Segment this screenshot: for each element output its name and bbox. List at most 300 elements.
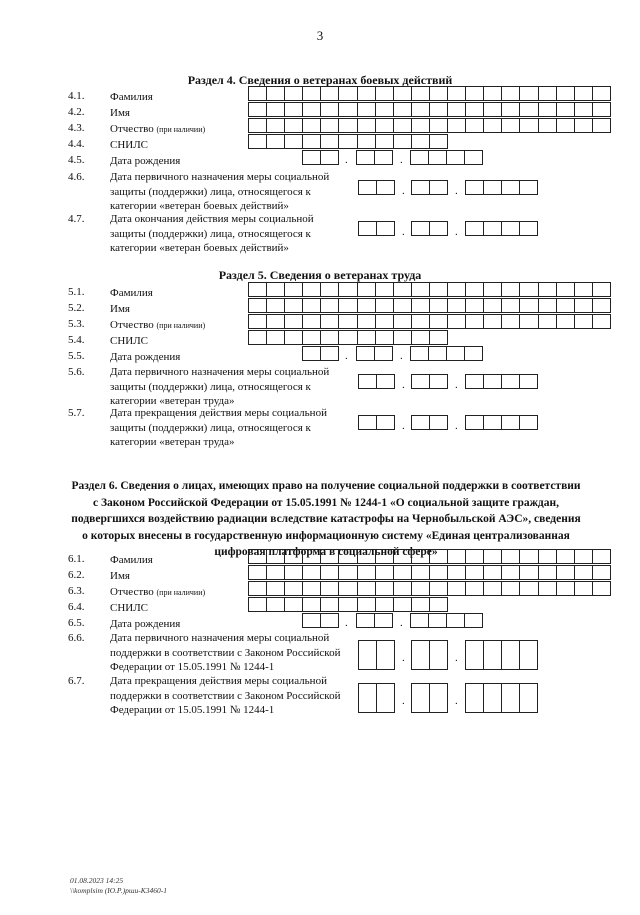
input-cell[interactable] [284, 282, 303, 297]
input-cell[interactable] [376, 640, 395, 670]
input-cell[interactable] [248, 102, 267, 117]
input-cell[interactable] [429, 549, 448, 564]
input-cell[interactable] [556, 298, 575, 313]
input-cell[interactable] [358, 180, 377, 195]
end-day-cells[interactable] [358, 683, 395, 713]
input-cell[interactable] [320, 597, 339, 612]
input-cell[interactable] [357, 581, 376, 596]
input-cell[interactable] [266, 86, 285, 101]
input-cell[interactable] [519, 565, 538, 580]
start-month-cells[interactable] [411, 180, 448, 195]
input-cell[interactable] [393, 549, 412, 564]
input-cell[interactable] [556, 565, 575, 580]
end-year-cells[interactable] [465, 221, 538, 236]
surname-cells[interactable] [248, 282, 611, 297]
input-cell[interactable] [465, 102, 484, 117]
patronymic-cells[interactable] [248, 118, 611, 133]
input-cell[interactable] [320, 282, 339, 297]
input-cell[interactable] [411, 118, 430, 133]
input-cell[interactable] [302, 330, 321, 345]
input-cell[interactable] [519, 549, 538, 564]
start-year-cells[interactable] [465, 180, 538, 195]
input-cell[interactable] [429, 118, 448, 133]
input-cell[interactable] [375, 330, 394, 345]
input-cell[interactable] [574, 581, 593, 596]
input-cell[interactable] [358, 221, 377, 236]
input-cell[interactable] [446, 346, 465, 361]
input-cell[interactable] [248, 565, 267, 580]
input-cell[interactable] [284, 86, 303, 101]
input-cell[interactable] [338, 549, 357, 564]
input-cell[interactable] [574, 86, 593, 101]
input-cell[interactable] [574, 565, 593, 580]
input-cell[interactable] [519, 415, 538, 430]
input-cell[interactable] [556, 581, 575, 596]
input-cell[interactable] [302, 298, 321, 313]
input-cell[interactable] [519, 298, 538, 313]
name-cells[interactable] [248, 565, 611, 580]
input-cell[interactable] [501, 640, 520, 670]
input-cell[interactable] [356, 613, 375, 628]
input-cell[interactable] [284, 314, 303, 329]
input-cell[interactable] [374, 150, 393, 165]
input-cell[interactable] [266, 118, 285, 133]
input-cell[interactable] [538, 102, 557, 117]
input-cell[interactable] [357, 330, 376, 345]
input-cell[interactable] [374, 346, 393, 361]
input-cell[interactable] [320, 150, 339, 165]
input-cell[interactable] [483, 314, 502, 329]
input-cell[interactable] [483, 298, 502, 313]
input-cell[interactable] [320, 118, 339, 133]
input-cell[interactable] [248, 597, 267, 612]
input-cell[interactable] [483, 118, 502, 133]
input-cell[interactable] [429, 282, 448, 297]
input-cell[interactable] [501, 314, 520, 329]
input-cell[interactable] [429, 640, 448, 670]
input-cell[interactable] [429, 221, 448, 236]
input-cell[interactable] [519, 282, 538, 297]
input-cell[interactable] [429, 134, 448, 149]
input-cell[interactable] [501, 565, 520, 580]
input-cell[interactable] [519, 374, 538, 389]
input-cell[interactable] [338, 581, 357, 596]
input-cell[interactable] [393, 330, 412, 345]
input-cell[interactable] [393, 118, 412, 133]
birth-day-cells[interactable] [302, 150, 339, 165]
input-cell[interactable] [465, 565, 484, 580]
input-cell[interactable] [483, 180, 502, 195]
input-cell[interactable] [429, 581, 448, 596]
input-cell[interactable] [284, 549, 303, 564]
input-cell[interactable] [358, 374, 377, 389]
input-cell[interactable] [411, 282, 430, 297]
input-cell[interactable] [428, 150, 447, 165]
surname-cells[interactable] [248, 549, 611, 564]
input-cell[interactable] [501, 180, 520, 195]
input-cell[interactable] [302, 346, 321, 361]
input-cell[interactable] [338, 298, 357, 313]
input-cell[interactable] [302, 565, 321, 580]
input-cell[interactable] [465, 581, 484, 596]
input-cell[interactable] [447, 102, 466, 117]
input-cell[interactable] [284, 118, 303, 133]
input-cell[interactable] [376, 221, 395, 236]
input-cell[interactable] [464, 150, 483, 165]
input-cell[interactable] [483, 221, 502, 236]
input-cell[interactable] [302, 282, 321, 297]
input-cell[interactable] [483, 282, 502, 297]
end-day-cells[interactable] [358, 415, 395, 430]
input-cell[interactable] [248, 134, 267, 149]
start-year-cells[interactable] [465, 374, 538, 389]
input-cell[interactable] [302, 118, 321, 133]
input-cell[interactable] [501, 298, 520, 313]
name-cells[interactable] [248, 102, 611, 117]
input-cell[interactable] [357, 86, 376, 101]
input-cell[interactable] [411, 549, 430, 564]
input-cell[interactable] [465, 298, 484, 313]
input-cell[interactable] [376, 180, 395, 195]
input-cell[interactable] [284, 102, 303, 117]
input-cell[interactable] [375, 298, 394, 313]
input-cell[interactable] [501, 581, 520, 596]
input-cell[interactable] [556, 549, 575, 564]
input-cell[interactable] [574, 298, 593, 313]
input-cell[interactable] [266, 549, 285, 564]
input-cell[interactable] [411, 134, 430, 149]
input-cell[interactable] [266, 314, 285, 329]
input-cell[interactable] [284, 330, 303, 345]
input-cell[interactable] [483, 683, 502, 713]
input-cell[interactable] [574, 314, 593, 329]
input-cell[interactable] [375, 549, 394, 564]
input-cell[interactable] [465, 374, 484, 389]
input-cell[interactable] [284, 597, 303, 612]
input-cell[interactable] [393, 565, 412, 580]
input-cell[interactable] [302, 134, 321, 149]
input-cell[interactable] [519, 102, 538, 117]
input-cell[interactable] [284, 134, 303, 149]
input-cell[interactable] [393, 102, 412, 117]
input-cell[interactable] [574, 549, 593, 564]
input-cell[interactable] [501, 118, 520, 133]
input-cell[interactable] [266, 597, 285, 612]
input-cell[interactable] [501, 374, 520, 389]
input-cell[interactable] [248, 581, 267, 596]
birth-year-cells[interactable] [410, 613, 483, 628]
input-cell[interactable] [338, 102, 357, 117]
input-cell[interactable] [429, 330, 448, 345]
input-cell[interactable] [447, 282, 466, 297]
input-cell[interactable] [574, 282, 593, 297]
input-cell[interactable] [429, 565, 448, 580]
input-cell[interactable] [519, 221, 538, 236]
input-cell[interactable] [376, 415, 395, 430]
input-cell[interactable] [465, 415, 484, 430]
input-cell[interactable] [357, 565, 376, 580]
end-month-cells[interactable] [411, 415, 448, 430]
input-cell[interactable] [338, 597, 357, 612]
birth-month-cells[interactable] [356, 346, 393, 361]
input-cell[interactable] [411, 102, 430, 117]
input-cell[interactable] [411, 330, 430, 345]
input-cell[interactable] [266, 330, 285, 345]
input-cell[interactable] [429, 374, 448, 389]
input-cell[interactable] [465, 180, 484, 195]
input-cell[interactable] [556, 314, 575, 329]
input-cell[interactable] [375, 597, 394, 612]
input-cell[interactable] [410, 346, 429, 361]
input-cell[interactable] [320, 134, 339, 149]
input-cell[interactable] [483, 549, 502, 564]
input-cell[interactable] [411, 314, 430, 329]
input-cell[interactable] [411, 640, 430, 670]
input-cell[interactable] [538, 314, 557, 329]
input-cell[interactable] [574, 118, 593, 133]
input-cell[interactable] [428, 346, 447, 361]
input-cell[interactable] [410, 613, 429, 628]
input-cell[interactable] [375, 282, 394, 297]
input-cell[interactable] [501, 221, 520, 236]
input-cell[interactable] [266, 282, 285, 297]
input-cell[interactable] [538, 86, 557, 101]
input-cell[interactable] [338, 565, 357, 580]
input-cell[interactable] [284, 581, 303, 596]
input-cell[interactable] [302, 86, 321, 101]
input-cell[interactable] [519, 86, 538, 101]
input-cell[interactable] [538, 549, 557, 564]
input-cell[interactable] [556, 282, 575, 297]
input-cell[interactable] [320, 581, 339, 596]
input-cell[interactable] [302, 597, 321, 612]
input-cell[interactable] [320, 86, 339, 101]
input-cell[interactable] [248, 314, 267, 329]
input-cell[interactable] [447, 581, 466, 596]
input-cell[interactable] [592, 549, 611, 564]
input-cell[interactable] [357, 314, 376, 329]
input-cell[interactable] [393, 134, 412, 149]
input-cell[interactable] [411, 180, 430, 195]
input-cell[interactable] [592, 102, 611, 117]
input-cell[interactable] [592, 314, 611, 329]
input-cell[interactable] [428, 613, 447, 628]
input-cell[interactable] [320, 613, 339, 628]
input-cell[interactable] [483, 86, 502, 101]
input-cell[interactable] [248, 549, 267, 564]
name-cells[interactable] [248, 298, 611, 313]
patronymic-cells[interactable] [248, 314, 611, 329]
input-cell[interactable] [411, 581, 430, 596]
input-cell[interactable] [266, 581, 285, 596]
birth-month-cells[interactable] [356, 150, 393, 165]
input-cell[interactable] [483, 102, 502, 117]
input-cell[interactable] [501, 549, 520, 564]
input-cell[interactable] [248, 298, 267, 313]
input-cell[interactable] [338, 330, 357, 345]
input-cell[interactable] [393, 86, 412, 101]
input-cell[interactable] [556, 118, 575, 133]
input-cell[interactable] [248, 282, 267, 297]
input-cell[interactable] [501, 282, 520, 297]
input-cell[interactable] [358, 640, 377, 670]
input-cell[interactable] [410, 150, 429, 165]
start-day-cells[interactable] [358, 180, 395, 195]
input-cell[interactable] [501, 86, 520, 101]
input-cell[interactable] [465, 86, 484, 101]
end-month-cells[interactable] [411, 221, 448, 236]
input-cell[interactable] [248, 330, 267, 345]
input-cell[interactable] [501, 415, 520, 430]
input-cell[interactable] [538, 565, 557, 580]
end-year-cells[interactable] [465, 415, 538, 430]
input-cell[interactable] [411, 221, 430, 236]
input-cell[interactable] [519, 581, 538, 596]
input-cell[interactable] [284, 565, 303, 580]
input-cell[interactable] [393, 298, 412, 313]
end-month-cells[interactable] [411, 683, 448, 713]
input-cell[interactable] [464, 613, 483, 628]
input-cell[interactable] [556, 86, 575, 101]
input-cell[interactable] [411, 415, 430, 430]
input-cell[interactable] [338, 86, 357, 101]
input-cell[interactable] [538, 282, 557, 297]
input-cell[interactable] [302, 150, 321, 165]
input-cell[interactable] [393, 581, 412, 596]
input-cell[interactable] [393, 282, 412, 297]
input-cell[interactable] [483, 374, 502, 389]
input-cell[interactable] [483, 581, 502, 596]
input-cell[interactable] [429, 597, 448, 612]
input-cell[interactable] [538, 581, 557, 596]
snils-cells[interactable] [248, 330, 448, 345]
birth-day-cells[interactable] [302, 346, 339, 361]
input-cell[interactable] [483, 640, 502, 670]
input-cell[interactable] [519, 683, 538, 713]
input-cell[interactable] [483, 415, 502, 430]
input-cell[interactable] [447, 565, 466, 580]
input-cell[interactable] [465, 282, 484, 297]
surname-cells[interactable] [248, 86, 611, 101]
input-cell[interactable] [302, 314, 321, 329]
input-cell[interactable] [393, 314, 412, 329]
input-cell[interactable] [592, 118, 611, 133]
input-cell[interactable] [302, 613, 321, 628]
snils-cells[interactable] [248, 134, 448, 149]
start-month-cells[interactable] [411, 374, 448, 389]
end-year-cells[interactable] [465, 683, 538, 713]
input-cell[interactable] [393, 597, 412, 612]
input-cell[interactable] [519, 640, 538, 670]
input-cell[interactable] [592, 282, 611, 297]
input-cell[interactable] [320, 330, 339, 345]
input-cell[interactable] [266, 565, 285, 580]
start-month-cells[interactable] [411, 640, 448, 670]
input-cell[interactable] [429, 298, 448, 313]
input-cell[interactable] [320, 298, 339, 313]
input-cell[interactable] [447, 549, 466, 564]
birth-year-cells[interactable] [410, 150, 483, 165]
input-cell[interactable] [411, 597, 430, 612]
input-cell[interactable] [284, 298, 303, 313]
input-cell[interactable] [519, 314, 538, 329]
input-cell[interactable] [538, 118, 557, 133]
input-cell[interactable] [356, 346, 375, 361]
input-cell[interactable] [357, 282, 376, 297]
input-cell[interactable] [538, 298, 557, 313]
input-cell[interactable] [376, 374, 395, 389]
start-year-cells[interactable] [465, 640, 538, 670]
input-cell[interactable] [574, 102, 593, 117]
input-cell[interactable] [358, 415, 377, 430]
input-cell[interactable] [266, 134, 285, 149]
input-cell[interactable] [447, 314, 466, 329]
input-cell[interactable] [375, 581, 394, 596]
input-cell[interactable] [519, 118, 538, 133]
input-cell[interactable] [592, 581, 611, 596]
input-cell[interactable] [465, 221, 484, 236]
input-cell[interactable] [556, 102, 575, 117]
snils-cells[interactable] [248, 597, 448, 612]
input-cell[interactable] [465, 118, 484, 133]
start-day-cells[interactable] [358, 640, 395, 670]
input-cell[interactable] [592, 565, 611, 580]
input-cell[interactable] [248, 118, 267, 133]
input-cell[interactable] [338, 118, 357, 133]
input-cell[interactable] [320, 346, 339, 361]
input-cell[interactable] [375, 134, 394, 149]
input-cell[interactable] [375, 102, 394, 117]
input-cell[interactable] [429, 415, 448, 430]
input-cell[interactable] [429, 102, 448, 117]
input-cell[interactable] [465, 549, 484, 564]
input-cell[interactable] [266, 298, 285, 313]
input-cell[interactable] [411, 298, 430, 313]
input-cell[interactable] [411, 86, 430, 101]
input-cell[interactable] [429, 86, 448, 101]
input-cell[interactable] [248, 86, 267, 101]
input-cell[interactable] [446, 150, 465, 165]
input-cell[interactable] [411, 565, 430, 580]
input-cell[interactable] [357, 118, 376, 133]
input-cell[interactable] [465, 683, 484, 713]
input-cell[interactable] [320, 314, 339, 329]
input-cell[interactable] [429, 683, 448, 713]
input-cell[interactable] [501, 683, 520, 713]
input-cell[interactable] [357, 549, 376, 564]
input-cell[interactable] [302, 581, 321, 596]
input-cell[interactable] [411, 374, 430, 389]
input-cell[interactable] [375, 86, 394, 101]
input-cell[interactable] [592, 298, 611, 313]
input-cell[interactable] [358, 683, 377, 713]
input-cell[interactable] [320, 549, 339, 564]
end-day-cells[interactable] [358, 221, 395, 236]
patronymic-cells[interactable] [248, 581, 611, 596]
input-cell[interactable] [356, 150, 375, 165]
input-cell[interactable] [302, 102, 321, 117]
input-cell[interactable] [357, 102, 376, 117]
input-cell[interactable] [447, 298, 466, 313]
input-cell[interactable] [429, 314, 448, 329]
input-cell[interactable] [464, 346, 483, 361]
input-cell[interactable] [338, 134, 357, 149]
input-cell[interactable] [447, 86, 466, 101]
input-cell[interactable] [320, 102, 339, 117]
birth-year-cells[interactable] [410, 346, 483, 361]
input-cell[interactable] [465, 640, 484, 670]
input-cell[interactable] [519, 180, 538, 195]
